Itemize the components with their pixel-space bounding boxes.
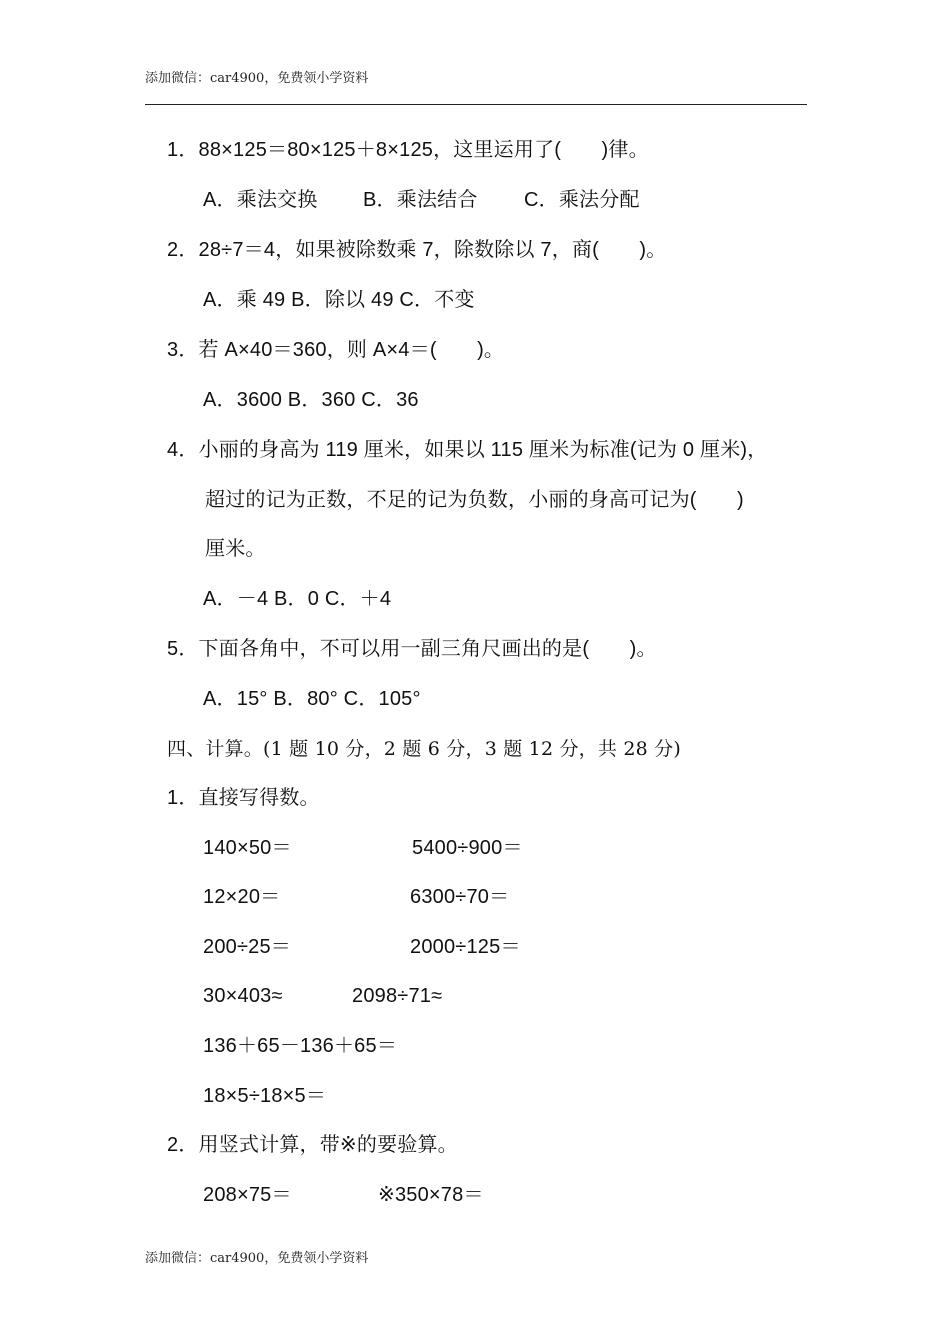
question-3: 3．若 A×40＝360，则 A×4＝( )。 bbox=[167, 339, 505, 361]
section-4-heading: 四、计算。(1 题 10 分，2 题 6 分，3 题 12 分，共 28 分) bbox=[167, 738, 681, 760]
calc-6300div70: 6300÷70＝ bbox=[410, 886, 510, 908]
question-4-line-1: 4．小丽的身高为 119 厘米，如果以 115 厘米为标准(记为 0 厘米)， bbox=[167, 439, 768, 461]
question-4-line-3: 厘米。 bbox=[205, 538, 266, 560]
q1-option-b: B．乘法结合 bbox=[363, 189, 478, 211]
calc-208x75: 208×75＝ bbox=[203, 1184, 292, 1206]
question-5: 5．下面各角中，不可以用一副三角尺画出的是( )。 bbox=[167, 638, 657, 660]
header-rule bbox=[145, 104, 807, 105]
q5-options: A．15° B．80° C．105° bbox=[203, 688, 421, 710]
q2-options: A．乘 49 B．除以 49 C．不变 bbox=[203, 289, 475, 311]
q3-options: A．3600 B．360 C．36 bbox=[203, 389, 419, 411]
calc-12x20: 12×20＝ bbox=[203, 886, 281, 908]
calc-2000div125: 2000÷125＝ bbox=[410, 936, 521, 958]
calc-5400div900: 5400÷900＝ bbox=[412, 837, 523, 859]
question-4-line-2: 超过的记为正数，不足的记为负数，小丽的身高可记为( ) bbox=[205, 489, 744, 511]
calc-136plus65: 136＋65－136＋65＝ bbox=[203, 1035, 398, 1057]
calc-18x5: 18×5÷18×5＝ bbox=[203, 1085, 327, 1107]
calc-140x50: 140×50＝ bbox=[203, 837, 292, 859]
question-1: 1．88×125＝80×125＋8×125，这里运用了( )律。 bbox=[167, 139, 649, 161]
calc-2098div71: 2098÷71≈ bbox=[352, 985, 443, 1007]
page-footer: 添加微信：car4900，免费领小学资料 bbox=[145, 1251, 369, 1266]
q4-options: A．－4 B．0 C．＋4 bbox=[203, 588, 392, 610]
calc-200div25: 200÷25＝ bbox=[203, 936, 291, 958]
page-header: 添加微信：car4900，免费领小学资料 bbox=[145, 71, 369, 86]
subquestion-2: 2．用竖式计算，带※的要验算。 bbox=[167, 1134, 458, 1156]
q1-option-a: A．乘法交换 bbox=[203, 189, 318, 211]
question-2: 2．28÷7＝4，如果被除数乘 7，除数除以 7，商( )。 bbox=[167, 239, 667, 261]
calc-30x403: 30×403≈ bbox=[203, 985, 283, 1007]
subquestion-1: 1．直接写得数。 bbox=[167, 787, 320, 809]
q1-option-c: C．乘法分配 bbox=[524, 189, 640, 211]
calc-350x78: ※350×78＝ bbox=[378, 1184, 484, 1206]
